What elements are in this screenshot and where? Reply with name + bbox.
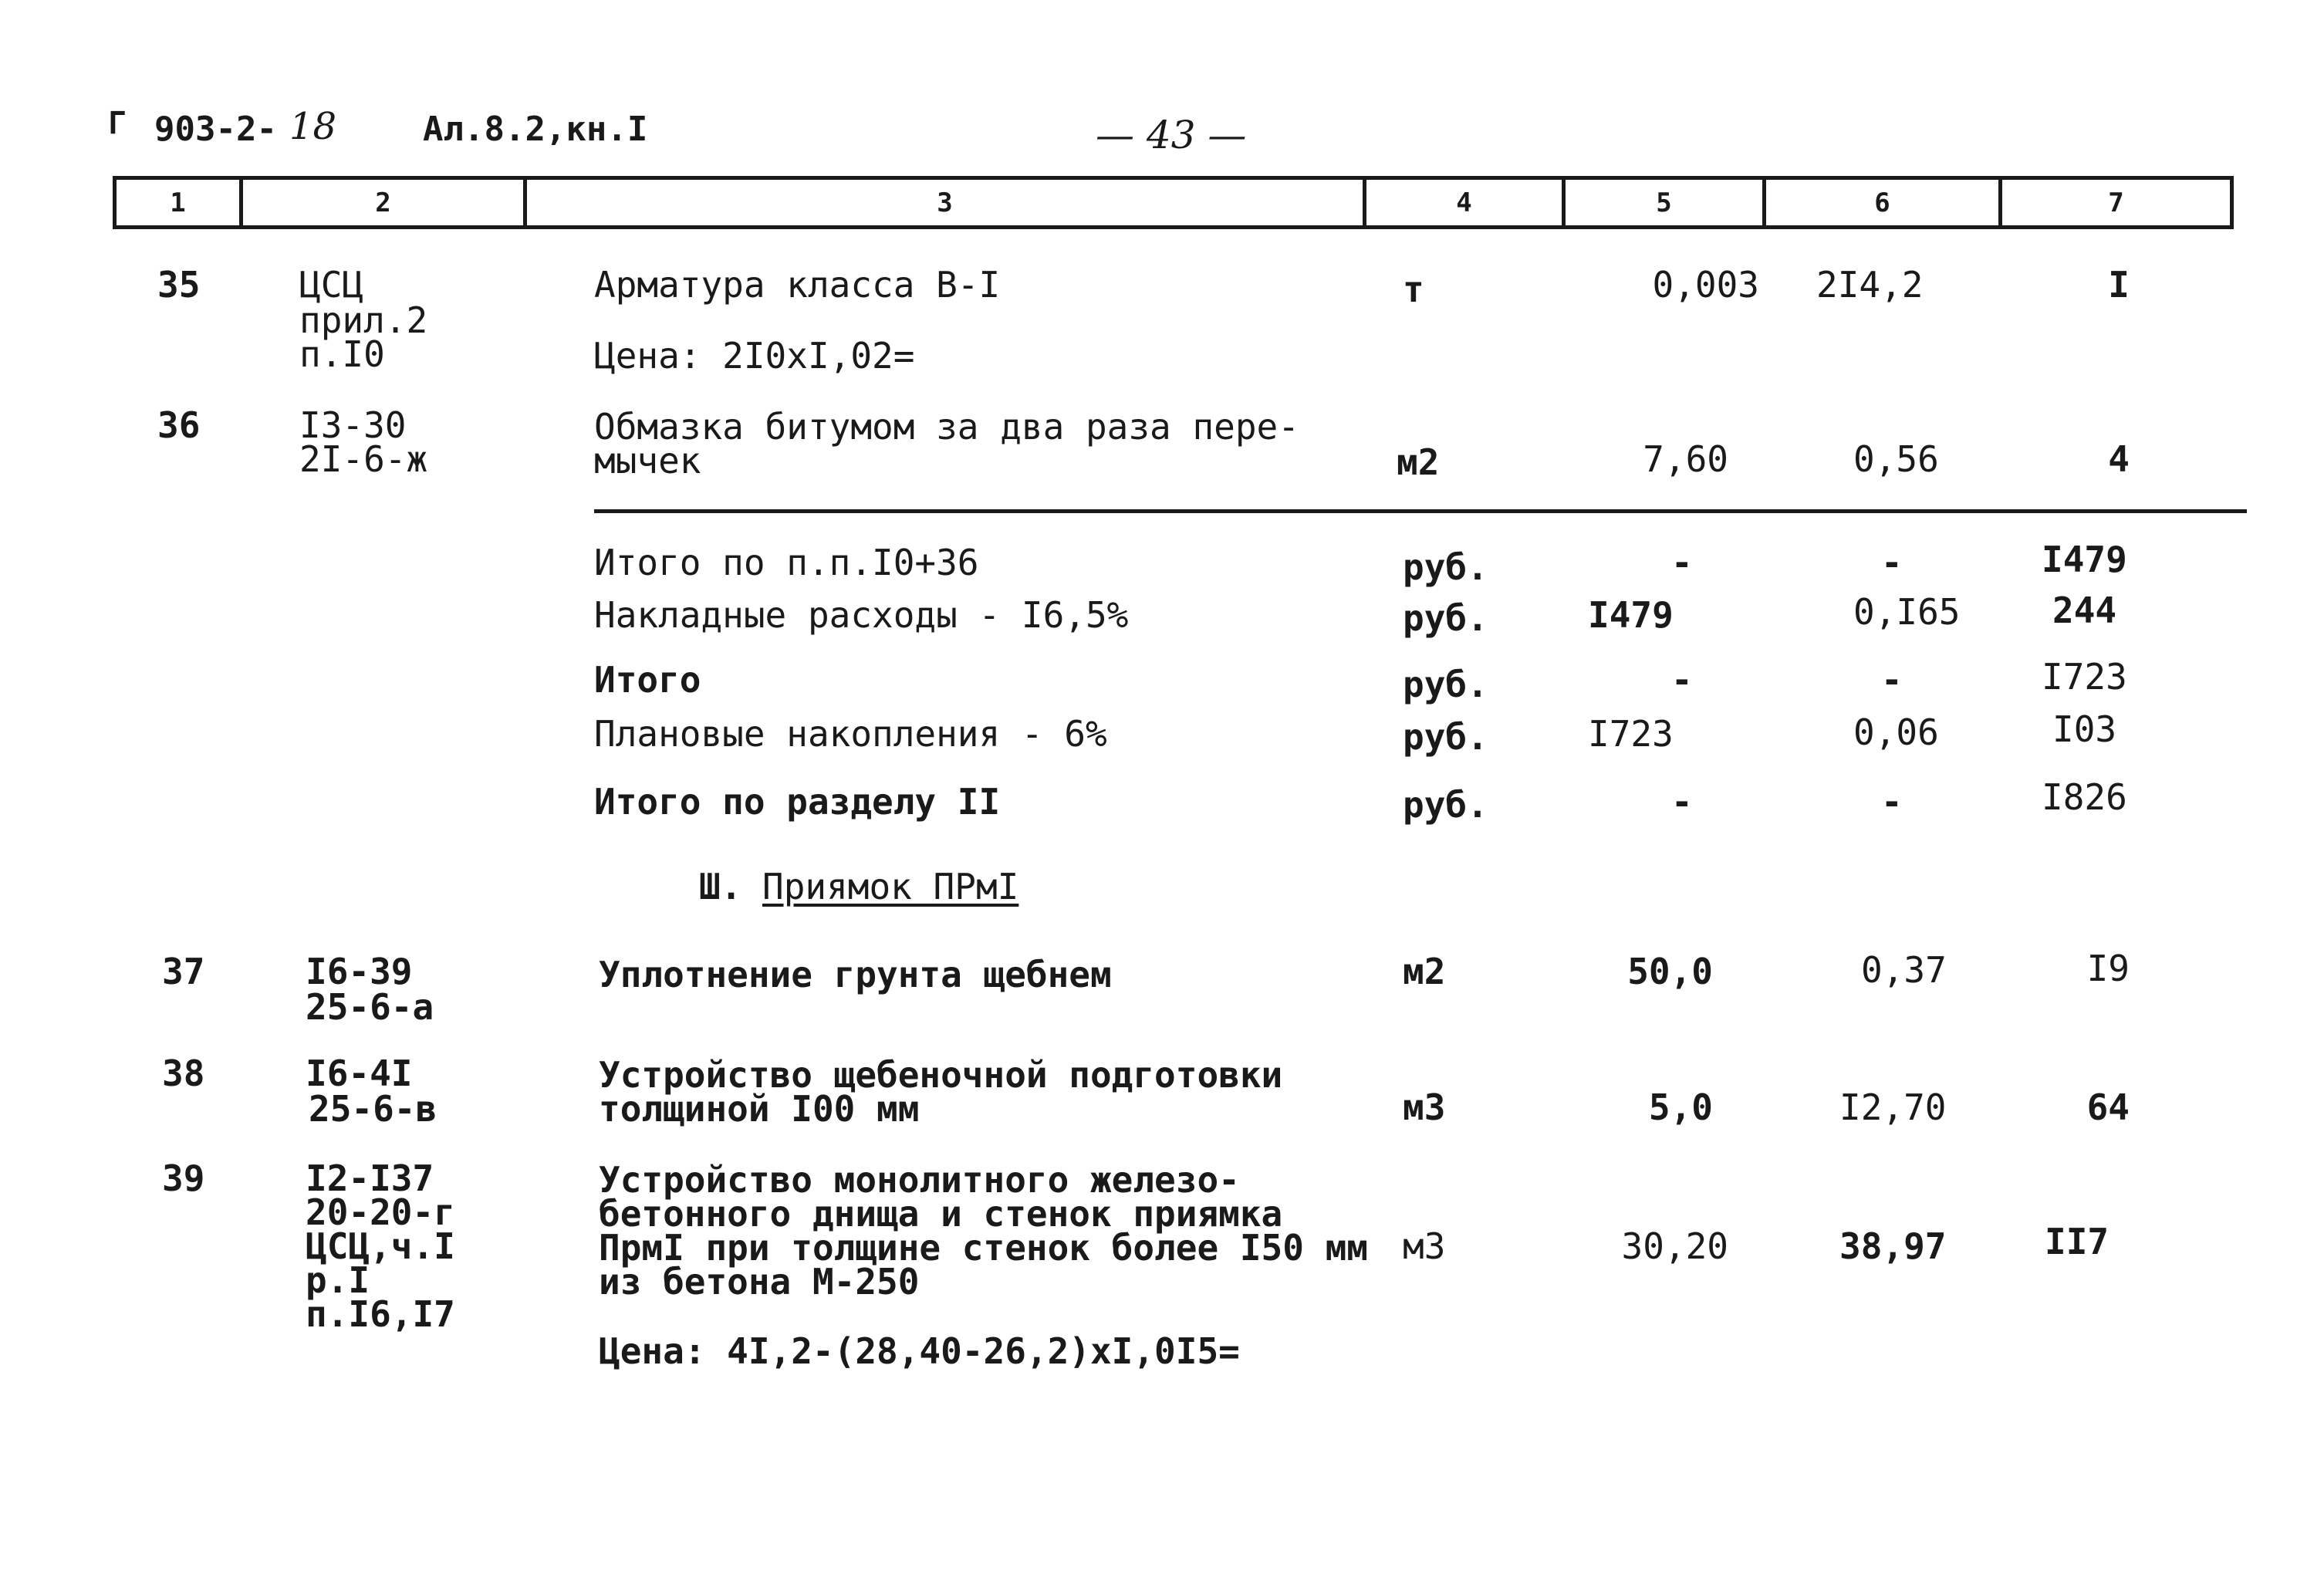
row-number: 35 (157, 264, 201, 306)
row-unit: м2 (1403, 951, 1446, 992)
column-header-2: 2 (375, 188, 391, 218)
row-code-line-2: 25-6-а (306, 986, 434, 1028)
row-code-line-2: прил.2 (299, 299, 428, 341)
row-code-line-1: I2-I37 (306, 1157, 434, 1199)
summary-unit-price: 0,I65 (1853, 591, 1961, 633)
row-description-line-1: Устройство монолитного железо- (599, 1159, 1240, 1201)
row-number: 37 (162, 951, 205, 992)
row-description-line-2: бетонного днища и стенок приямка (599, 1193, 1283, 1235)
row-quantity: 7,60 (1643, 438, 1728, 480)
document-code: 903-2- (154, 110, 277, 149)
row-price-note: Цена: 4I,2-(28,40-26,2)xI,0I5= (599, 1330, 1240, 1372)
row-code-line-4: р.I (306, 1259, 370, 1301)
column-header-3: 3 (937, 188, 953, 218)
row-code-line-3: п.I0 (299, 333, 385, 375)
row-code-line-1: I6-4I (306, 1053, 413, 1094)
summary-label: Итого по п.п.I0+36 (594, 542, 979, 583)
summary-unit: руб. (1403, 597, 1488, 639)
row-code-line-1: I3-30 (299, 404, 407, 446)
row-unit: т (1403, 269, 1424, 310)
column-header-6: 6 (1874, 188, 1890, 218)
row-description-line-2: толщиной I00 мм (599, 1088, 920, 1130)
summary-unit-price: - (1881, 542, 1903, 583)
document-code-handwritten: 18 (289, 105, 337, 148)
summary-unit-price: - (1881, 781, 1903, 823)
page-number: — 43 — (1096, 113, 1247, 157)
section-title: Приямок ПРмI (762, 866, 1019, 907)
row-unit-price: 2I4,2 (1816, 264, 1924, 306)
section-number: Ш. (699, 866, 742, 907)
row-code-line-3: ЦСЦ,ч.I (306, 1225, 455, 1267)
row-total: 64 (2086, 1086, 2130, 1128)
row-description-line-2: мычек (594, 440, 701, 482)
summary-unit: руб. (1403, 664, 1488, 705)
album-reference: Ал.8.2,кн.I (423, 110, 648, 149)
summary-label: Итого (594, 659, 701, 701)
row-description-line-3: ПрмI при толщине стенок более I50 мм (599, 1227, 1368, 1269)
row-code-line-1: I6-39 (306, 951, 413, 992)
summary-unit: руб. (1403, 546, 1488, 588)
row-unit-price: 0,37 (1861, 949, 1947, 991)
summary-total: I479 (2042, 539, 2127, 580)
summary-label: Плановые накопления - 6% (594, 713, 1107, 755)
row-number: 36 (157, 404, 201, 446)
column-header-1: 1 (170, 188, 186, 218)
row-number: 38 (162, 1053, 205, 1094)
row-unit: м3 (1403, 1225, 1446, 1267)
row-unit: м2 (1397, 441, 1440, 483)
row-code-line-1: ЦСЦ (299, 264, 364, 306)
summary-total: 244 (2052, 590, 2117, 631)
row-price-note: Цена: 2I0xI,02= (594, 335, 915, 377)
row-code-line-2: 2I-6-ж (299, 438, 428, 480)
summary-quantity: - (1671, 781, 1693, 823)
summary-label: Итого по разделу II (594, 781, 1001, 823)
summary-total: I723 (2042, 656, 2127, 698)
column-header-5: 5 (1656, 188, 1672, 218)
row-code-line-5: п.I6,I7 (306, 1293, 455, 1335)
row-description: Уплотнение грунта щебнем (599, 954, 1112, 995)
row-unit: м3 (1403, 1086, 1446, 1128)
row-description: Арматура класса В-I (594, 264, 1001, 306)
row-total: 4 (2108, 438, 2130, 480)
row-quantity: 30,20 (1621, 1225, 1728, 1267)
row-unit-price: 38,97 (1839, 1225, 1947, 1267)
summary-unit: руб. (1403, 716, 1488, 758)
summary-quantity: - (1671, 659, 1693, 701)
summary-unit: руб. (1403, 784, 1488, 826)
row-total: I (2108, 264, 2130, 306)
row-number: 39 (162, 1157, 205, 1199)
summary-quantity: I479 (1588, 594, 1674, 636)
row-code-line-2: 20-20-г (306, 1191, 455, 1233)
summary-label: Накладные расходы - I6,5% (594, 594, 1129, 636)
column-header-4: 4 (1456, 188, 1472, 218)
summary-separator-line (594, 509, 2247, 513)
summary-quantity: I723 (1588, 713, 1674, 755)
corner-mark: Г (108, 106, 127, 141)
summary-total: I03 (2052, 708, 2117, 750)
summary-total: I826 (2042, 776, 2127, 818)
row-code-line-2: 25-6-в (309, 1088, 437, 1130)
row-description-line-1: Обмазка битумом за два раза пере- (594, 406, 1299, 448)
column-header-7: 7 (2108, 188, 2124, 218)
row-quantity: 5,0 (1648, 1086, 1713, 1128)
row-description-line-1: Устройство щебеночной подготовки (599, 1054, 1283, 1096)
summary-unit-price: 0,06 (1853, 711, 1939, 753)
row-description-line-4: из бетона М-250 (599, 1261, 920, 1303)
row-total: II7 (2045, 1221, 2110, 1262)
summary-unit-price: - (1881, 659, 1903, 701)
row-quantity: 50,0 (1627, 951, 1713, 992)
row-unit-price: I2,70 (1839, 1086, 1947, 1128)
row-quantity: 0,003 (1652, 264, 1759, 306)
summary-quantity: - (1671, 542, 1693, 583)
row-unit-price: 0,56 (1853, 438, 1939, 480)
row-total: I9 (2086, 948, 2130, 989)
